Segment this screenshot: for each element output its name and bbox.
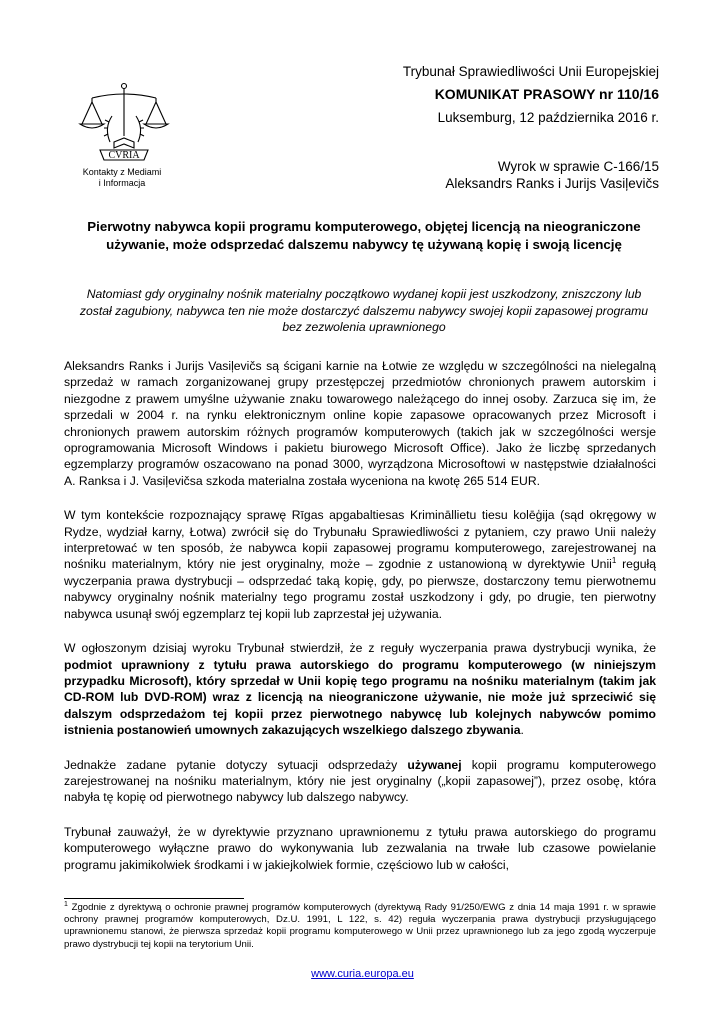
- footnote-ref: 1: [611, 556, 617, 566]
- footer: [0, 968, 725, 980]
- footnote-mark: 1: [64, 900, 68, 908]
- case-parties: Aleksandrs Ranks i Jurijs Vasiļevičs: [445, 176, 659, 191]
- curia-scales-logo: [74, 80, 174, 162]
- place-date: Luksemburg, 12 października 2016 r.: [437, 110, 659, 125]
- scales-icon: [74, 80, 174, 162]
- paragraph-4: Jednakże zadane pytanie dotyczy sytuacji odsprzedaży używanej kopii programu komputerowego zarejestrowanej na nośniku materialnym, który nie jest oryginalny („kopii zapasowej”), przez osobę, która nabyła tę kopię od pierwotnego nabywcy lub dalszego nabywcy.: [64, 757, 656, 805]
- press-release-number: KOMUNIKAT PRASOWY nr 110/16: [434, 86, 659, 102]
- paragraph-4-bold: używanej: [407, 757, 462, 772]
- logo-text: CVRIA: [108, 150, 140, 161]
- paragraph-1: Aleksandrs Ranks i Jurijs Vasiļevičs są ścigani karnie na Łotwie ze względu w szczególności na nielegalną sprzedaż w ramach zorganizowanej grupy przestępczej przedmiotów chronionych prawem autorskim i niezgodne z prawem umyślne używanie znaku towarowego należącego do innej osoby. Zarzuca się im, że sprzedali w 2004 r. na rynku elektronicznym online kopie zapasowe opracowanych przez Microsoft i chronionych prawem autorskim różnych programów komputerowych (takich jak w szczególności wersje oprogramowania Microsoft Windows i pakietu biurowego Microsoft Office). Jako że liczbę sprzedanych egzemplarzy programów oszacowano na ponad 3000, wyrządzona Microsoftowi w następstwie działalności A. Ranksa i J. Vasiļevičsa szkoda materialna została wyceniona na kwotę 265 514 EUR.: [64, 359, 656, 488]
- case-reference: Wyrok w sprawie C-166/15: [497, 159, 659, 174]
- paragraph-5: Trybunał zauważył, że w dyrektywie przyznano uprawnionemu z tytułu prawa autorskiego do programu komputerowego wyłączne prawo do wykonywania lub zezwalania na trwałe lub czasowe powielanie programu jakimikolwiek środkami i w jakiejkolwiek formie, częściowo lub w całości,: [64, 824, 656, 872]
- footnote-divider: [64, 898, 244, 899]
- footnote: $^1$ Zgodnie z dyrektywą o ochronie prawnej programów komputerowych (dyrektywą Rady 91/250/EWG z dnia 14 maja 1991 r. w sprawie ochrony prawnej programów komputerowych, Dz.U. 1991, L 122, s. 42) reguła wyczerpania prawa dystrybucji przysługującego uprawnionemu stanowi, że pierwsza sprzedaż kopii programu komputerowego w Unii przez uprawnionego lub za jego zgodą wyczerpuje prawo dystrybucji tej kopii na terytorium Unii.: [64, 900, 656, 950]
- contacts-line1: Kontakty z Mediami: [82, 167, 162, 177]
- curia-website-link[interactable]: www.curia.europa.eu: [311, 968, 414, 980]
- paragraph-3-bold: podmiot uprawniony z tytułu prawa autorskiego do programu komputerowego (w niniejszym przypadku Microsoft), który sprzedał w Unii kopię tego programu na nośniku materialnym (takim jak CD-ROM lub DVD-ROM) wraz z licencją na nieograniczone używanie, nie może już sprzeciwić się dalszym odsprzedażom tej kopii przez pierwotnego nabywcę lub kolejnych nabywców pomimo istnienia postanowień umownych zakazujących wszelkiego dalszego zbywania: [64, 657, 656, 738]
- court-name: Trybunał Sprawiedliwości Unii Europejskiej: [402, 64, 659, 79]
- media-contacts: [62, 167, 182, 189]
- paragraph-3: W ogłoszonym dzisiaj wyroku Trybunał stwierdził, że z reguły wyczerpania prawa dystrybucji wynika, że podmiot uprawniony z tytułu prawa autorskiego do programu komputerowego (w niniejszym przypadku Microsoft), który sprzedał w Unii kopię tego programu na nośniku materialnym (takim jak CD-ROM lub DVD-ROM) wraz z licencją na nieograniczone używanie, nie może już sprzeciwić się dalszym odsprzedażom tej kopii przez pierwotnego nabywcę lub kolejnych nabywców pomimo istnienia postanowień umownych zakazujących wszelkiego dalszego zbywania.: [64, 641, 656, 738]
- subheadline: Natomiast gdy oryginalny nośnik materialny początkowo wydanej kopii jest uszkodzony, zniszczony lub został zagubiony, nabywca ten nie może dostarczyć dalszemu nabywcy swojej kopii zapasowej programu bez zezwolenia uprawnionego: [79, 287, 649, 334]
- paragraph-2: W tym kontekście rozpoznający sprawę Rīgas apgabaltiesas Krimināllietu tiesu kolēģija (sąd okręgowy w Rydze, wydział karny, Łotwa) zwrócił się do Trybunału Sprawiedliwości z pytaniem, czy prawo Unii należy interpretować w ten sposób, że nabywca kopii zapasowej programu komputerowego, zarejestrowanej na nośniku materialnym, który nie jest oryginalny, może – zgodnie z ustanowioną w dyrektywie Unii$^1$ regułą wyczerpania prawa dystrybucji – odsprzedać taką kopię, gdy, po pierwsze, dostarczony temu pierwotnemu nabywcy oryginalny nośnik materialny tego programu został uszkodzony i gdy, po drugie, ten pierwotny nabywca usunął swój egzemplarz tej kopii lub zaprzestał jej używania.: [64, 508, 656, 621]
- article-body: [64, 358, 656, 891]
- headline: Pierwotny nabywca kopii programu komputerowego, objętej licencją na nieograniczone używanie, może odsprzedać dalszemu nabywcy tę używaną kopię i swoją licencję: [87, 219, 641, 252]
- contacts-line2: i Informacja: [98, 178, 146, 188]
